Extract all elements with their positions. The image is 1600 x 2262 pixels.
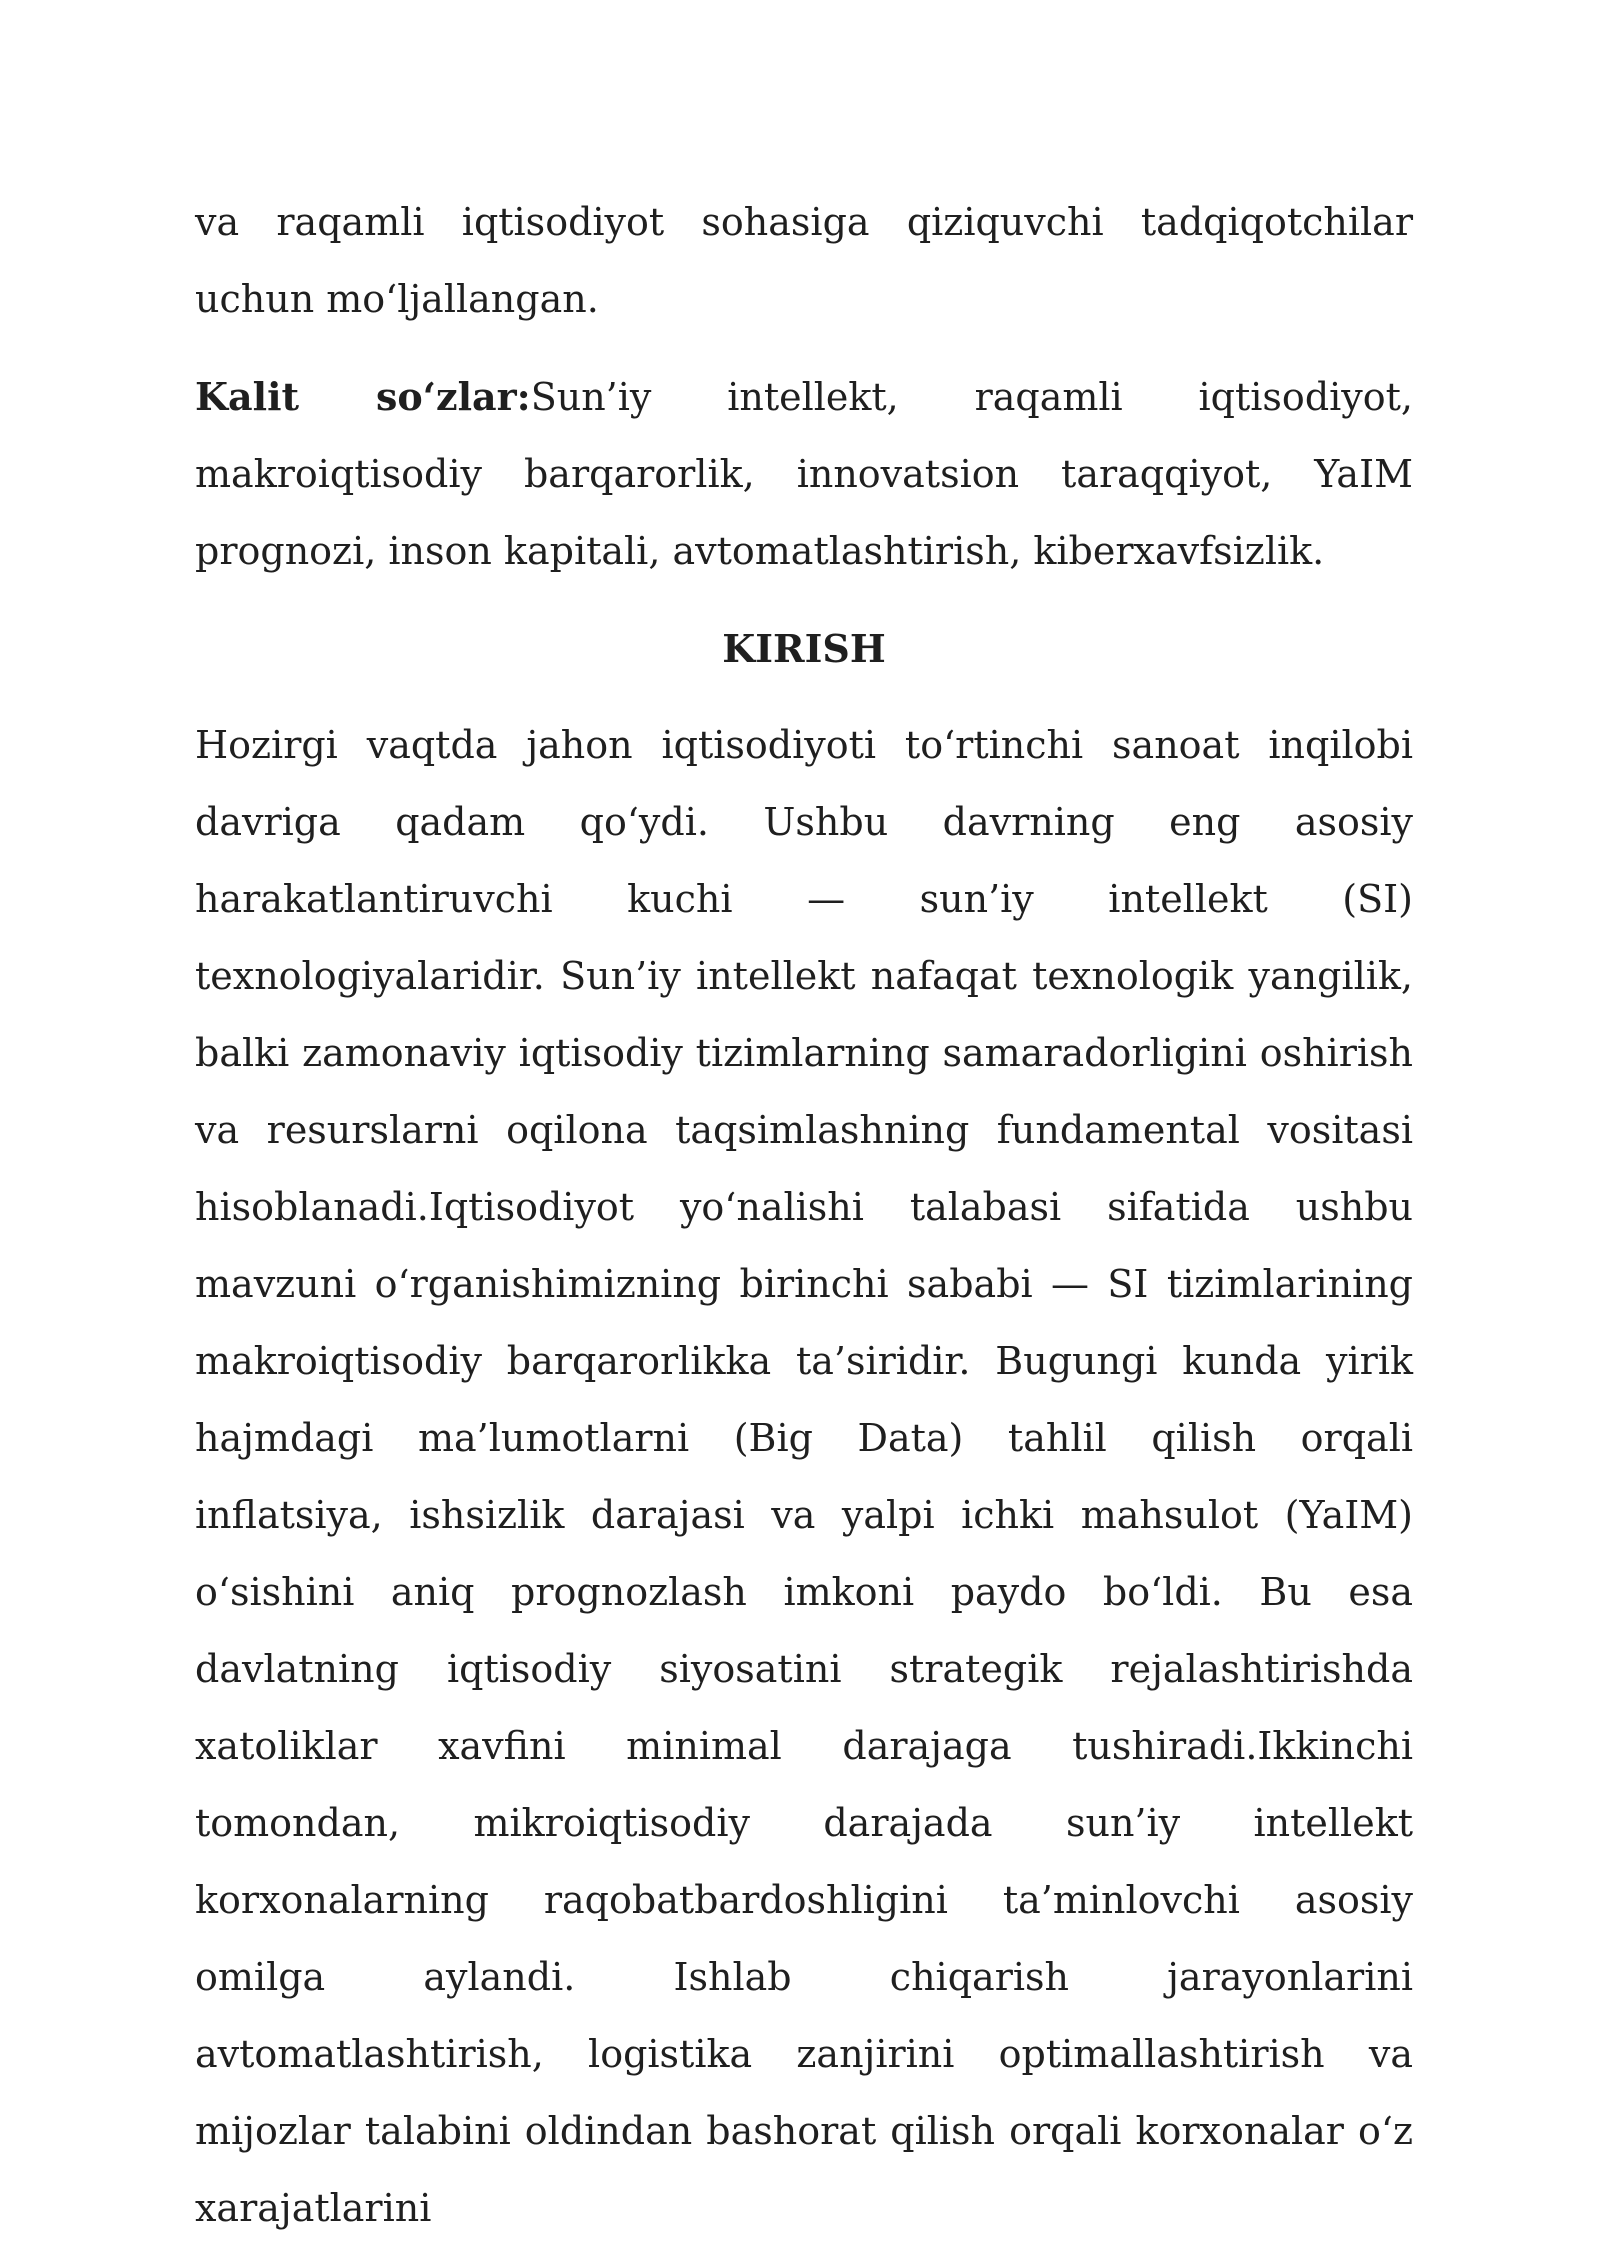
section-heading: KIRISH	[722, 626, 886, 671]
document-page	[195, 184, 1413, 2247]
keywords-label: Kalit so‘zlar:	[195, 374, 531, 419]
intro-continuation-paragraph: va raqamli iqtisodiyot sohasiga qiziquvchi tadqiqotchilar uchun mo‘ljallangan.	[195, 200, 1413, 321]
body-paragraph: Hozirgi vaqtda jahon iqtisodiyoti to‘rtinchi sanoat inqilobi davriga qadam qo‘ydi. Ushbu davrning eng asosiy harakatlantiruvchi kuchi — sun’iy intellekt (SI) texnologiyalaridir. Sun’iy intellekt nafaqat texnologik yangilik, balki zamonaviy iqtisodiy tizimlarning samaradorligini oshirish va resurslarni oqilona taqsimlashning fundamental vositasi hisoblanadi.Iqtisodiyot yo‘nalishi talabasi sifatida ushbu mavzuni o‘rganishimizning birinchi sababi — SI tizimlarining makroiqtisodiy barqarorlikka ta’siridir. Bugungi kunda yirik hajmdagi ma’lumotlarni (Big Data) tahlil qilish orqali inflatsiya, ishsizlik darajasi va yalpi ichki mahsulot (YaIM) o‘sishini aniq prognozlash imkoni paydo bo‘ldi. Bu esa davlatning iqtisodiy siyosatini strategik rejalashtirishda xatoliklar xavfini minimal darajaga tushiradi.Ikkinchi tomondan, mikroiqtisodiy darajada sun’iy intellekt korxonalarning raqobatbardoshligini ta’minlovchi asosiy omilga aylandi. Ishlab chiqarish jarayonlarini avtomatlashtirish, logistika zanjirini optimallashtirish va mijozlar talabini oldindan bashorat qilish orqali korxonalar o‘z xarajatlarini	[195, 723, 1413, 2230]
keywords-text: Sun’iy intellekt, raqamli iqtisodiyot, makroiqtisodiy barqarorlik, innovatsion taraqqiyot, YaIM prognozi, inson kapitali, avtomatlashtirish, kiberxavfsizlik.	[195, 375, 1413, 573]
keywords-paragraph	[195, 358, 1413, 590]
